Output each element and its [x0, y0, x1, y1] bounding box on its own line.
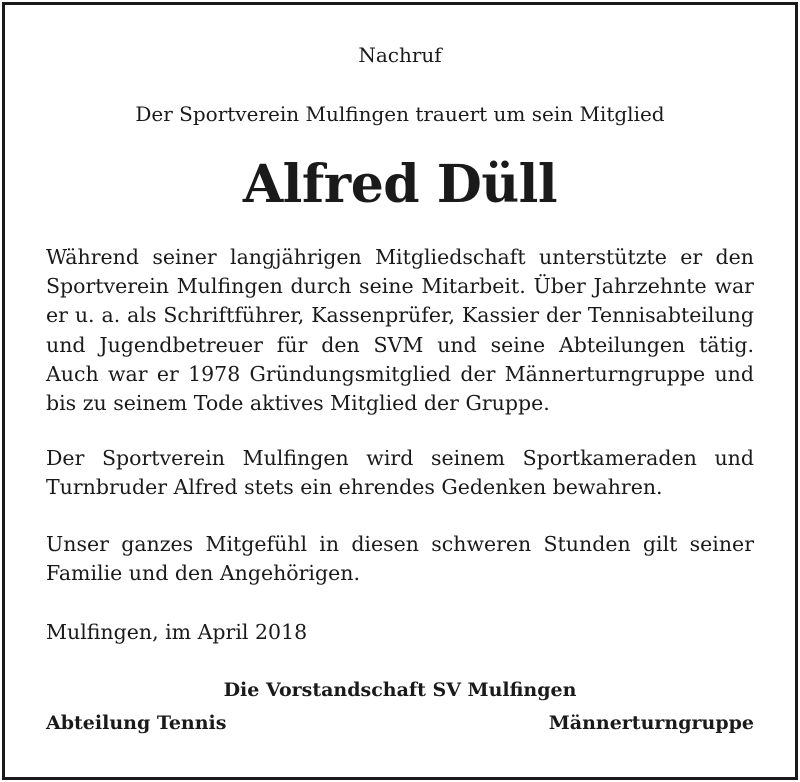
signature-tennis: Abteilung Tennis — [46, 712, 227, 734]
body-paragraph-3: Unser ganzes Mitgefühl in diesen schweren Stunden gilt seiner Familie und den Angehörigen. — [46, 532, 754, 586]
body-paragraph-1: Während seiner langjährigen Mitgliedschaft unterstützte er den Sportverein Mulfingen durch seine Mitarbeit. Über Jahrzehnte war er u. a. als Schriftführer, Kassenprüfer, Kassier der Tennisabteilung und Jugendbetreuer für den SVM und seine Abteilungen tätig. Auch war er 1978 Gründungsmitglied der Männerturngruppe und bis zu seinem Tode aktives Mitglied der Gruppe. — [46, 245, 754, 416]
obituary-heading: Nachruf — [358, 43, 442, 67]
body-paragraph-2: Der Sportverein Mulfingen wird seinem Sportkameraden und Turnbruder Alfred stets ein ehrendes Gedenken bewahren. — [46, 446, 754, 500]
signature-gymnastics-group: Männerturngruppe — [548, 712, 754, 734]
intro-line: Der Sportverein Mulfingen trauert um sein Mitglied — [135, 102, 665, 126]
deceased-name: Alfred Düll — [242, 154, 558, 215]
place-date: Mulfingen, im April 2018 — [46, 620, 308, 644]
signature-board: Die Vorstandschaft SV Mulfingen — [223, 679, 577, 701]
